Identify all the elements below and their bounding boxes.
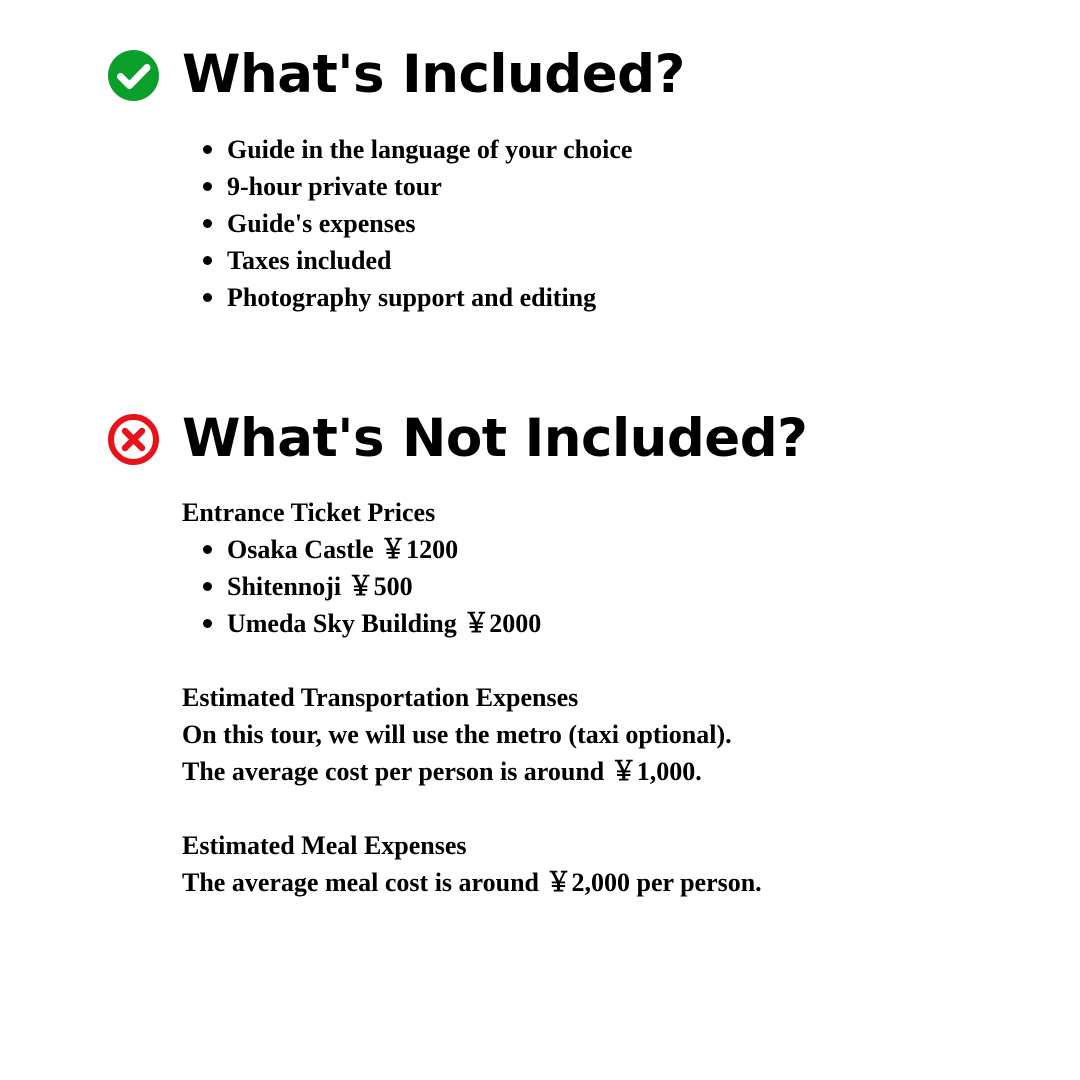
meals-heading: Estimated Meal Expenses: [182, 831, 467, 860]
transportation-text-2: The average cost per person is around ￥1,000.: [182, 757, 702, 786]
transportation-heading: Estimated Transportation Expenses: [182, 683, 579, 712]
included-header: [108, 44, 685, 106]
list-item: Taxes included: [182, 242, 632, 279]
list-item: Guide in the language of your choice: [182, 131, 632, 168]
list-item: Photography support and editing: [182, 279, 632, 316]
transportation-text-1: On this tour, we will use the metro (taxi optional).: [182, 720, 732, 749]
meals-text: The average meal cost is around ￥2,000 per person.: [182, 868, 762, 897]
tickets-heading: Entrance Ticket Prices: [182, 498, 436, 527]
x-circle-icon: [108, 414, 159, 465]
list-item: 9-hour private tour: [182, 168, 632, 205]
not-included-header: [108, 408, 807, 470]
list-item: Guide's expenses: [182, 205, 632, 242]
not-included-body: [182, 494, 762, 901]
list-item: Osaka Castle ￥1200: [182, 531, 762, 568]
list-item: Shitennoji ￥500: [182, 568, 762, 605]
not-included-title: What's Not Included?: [182, 408, 808, 469]
included-title: What's Included?: [182, 44, 685, 105]
tickets-list: [182, 531, 762, 642]
included-list: [182, 131, 632, 316]
check-circle-icon: [108, 50, 159, 101]
list-item: Umeda Sky Building ￥2000: [182, 605, 762, 642]
